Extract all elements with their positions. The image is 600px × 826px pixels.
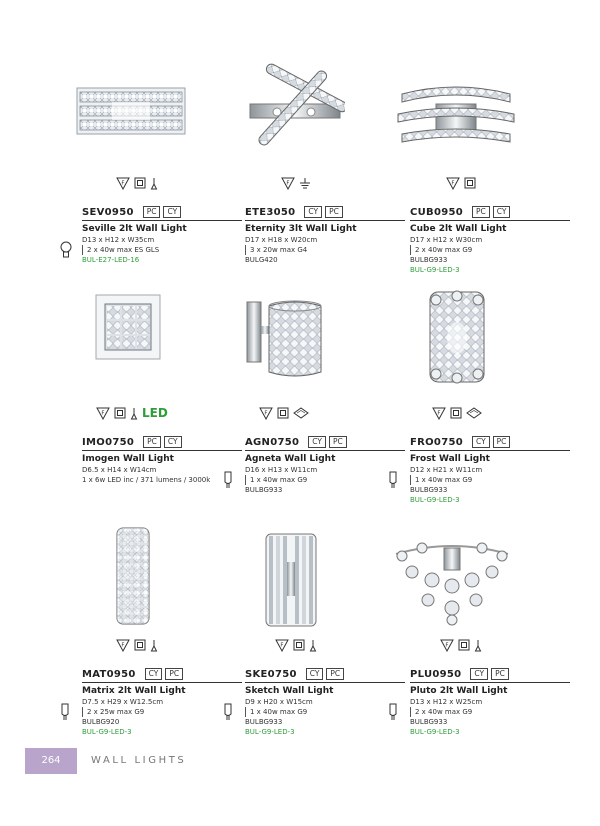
gls-bulb-icon <box>60 241 72 259</box>
material-badge: CY <box>470 668 488 680</box>
code-line <box>245 436 405 451</box>
symbol-row <box>440 637 482 653</box>
class2-icon <box>450 407 462 419</box>
code-line <box>245 668 405 683</box>
product-wattage: 1 x 40w max G9 <box>245 707 405 717</box>
product-wattage: 2 x 40w max G9 <box>410 707 570 717</box>
f-mark-icon <box>281 177 295 190</box>
f-mark-icon <box>96 407 110 420</box>
svg-text:F: F <box>264 410 268 416</box>
product-dimensions: D17 x H12 x W30cm <box>410 236 483 244</box>
material-badge: PC <box>472 206 490 218</box>
product-code: MAT0950 <box>82 668 136 680</box>
svg-text:F: F <box>280 642 284 648</box>
product-card <box>410 462 580 742</box>
product-image-pluto <box>392 534 512 626</box>
replacement-bulb-code: BULBG933 <box>410 256 448 264</box>
product-title: Agneta Wall Light <box>245 454 336 464</box>
f-mark-icon <box>259 407 273 420</box>
product-wattage: 2 x 25w max G9 <box>82 707 242 717</box>
code-line <box>410 436 570 451</box>
earth-icon <box>299 177 311 190</box>
code-line <box>82 668 242 683</box>
led-bulb-code: BUL-G9-LED-3 <box>245 728 295 736</box>
product-dimensions: D13 x H12 x W25cm <box>410 698 483 706</box>
product-title: Matrix 2lt Wall Light <box>82 686 186 696</box>
material-badge: CY <box>163 206 181 218</box>
f-mark-icon <box>440 639 454 652</box>
product-wattage: 1 x 6w LED inc / 371 lumens / 3000k <box>82 476 210 484</box>
product-card <box>245 230 415 500</box>
led-label: LED <box>142 406 168 420</box>
product-code: IMO0750 <box>82 436 135 448</box>
product-dimensions: D6.5 x H14 x W14cm <box>82 466 157 474</box>
class2-icon <box>114 407 126 419</box>
product-dimensions: D7.5 x H29 x W12.5cm <box>82 698 164 706</box>
led-bulb-code: BUL-G9-LED-3 <box>410 728 460 736</box>
product-code: ETE3050 <box>245 206 296 218</box>
svg-text:F: F <box>445 642 449 648</box>
led-bulb-code: BUL-G9-LED-3 <box>82 728 132 736</box>
material-badge: CY <box>306 668 324 680</box>
code-line <box>245 206 405 221</box>
material-badge: PC <box>165 668 183 680</box>
class2-icon <box>464 177 476 189</box>
material-badge: CY <box>164 436 182 448</box>
ip-surface-icon <box>293 407 309 419</box>
material-badge: CY <box>493 206 511 218</box>
product-code: PLU0950 <box>410 668 462 680</box>
product-card <box>82 462 252 742</box>
product-card <box>245 462 415 742</box>
material-badge: PC <box>493 436 511 448</box>
material-badge: PC <box>143 436 161 448</box>
product-title: Eternity 3lt Wall Light <box>245 224 357 234</box>
product-code: CUB0950 <box>410 206 464 218</box>
replacement-bulb-code: BULBG933 <box>245 718 283 726</box>
f-mark-icon <box>116 639 130 652</box>
product-title: Sketch Wall Light <box>245 686 334 696</box>
svg-text:F: F <box>121 180 125 186</box>
f-mark-icon <box>432 407 446 420</box>
g9-bulb-icon <box>223 703 233 721</box>
led-bulb-code: BUL-E27-LED-16 <box>82 256 140 264</box>
f-mark-icon <box>275 639 289 652</box>
product-title: Seville 2lt Wall Light <box>82 224 187 234</box>
class2-icon <box>134 177 146 189</box>
product-wattage: 2 x 40w max G9 <box>410 245 570 255</box>
svg-text:F: F <box>451 180 455 186</box>
material-badge: PC <box>329 436 347 448</box>
replacement-bulb-code: BULBG933 <box>410 486 448 494</box>
product-image-agneta <box>245 294 323 384</box>
lamp-icon <box>150 639 158 652</box>
product-wattage: 1 x 40w max G9 <box>245 475 405 485</box>
symbol-row <box>259 405 309 421</box>
material-badge: CY <box>145 668 163 680</box>
product-image-imogen <box>95 294 161 360</box>
material-badge: PC <box>325 206 343 218</box>
product-code: SKE0750 <box>245 668 297 680</box>
replacement-bulb-code: BULBG920 <box>82 718 120 726</box>
product-image-sketch <box>263 532 319 628</box>
led-bulb-code: BUL-G9-LED-3 <box>410 496 460 504</box>
product-dimensions: D9 x H20 x W15cm <box>245 698 313 706</box>
product-image-eternity <box>245 60 345 160</box>
symbol-row <box>432 405 482 421</box>
product-title: Pluto 2lt Wall Light <box>410 686 508 696</box>
material-badge: PC <box>491 668 509 680</box>
product-title: Frost Wall Light <box>410 454 490 464</box>
class2-icon <box>293 639 305 651</box>
ip-surface-icon <box>466 407 482 419</box>
page-number: 264 <box>41 755 61 766</box>
symbol-row <box>281 175 311 191</box>
product-wattage: 1 x 40w max G9 <box>410 475 570 485</box>
led-bulb-code: BUL-G9-LED-3 <box>410 266 460 274</box>
symbol-row <box>116 175 158 191</box>
product-title: Cube 2lt Wall Light <box>410 224 507 234</box>
g9-bulb-icon <box>388 703 398 721</box>
product-wattage: 3 x 20w max G4 <box>245 245 405 255</box>
lamp-icon <box>130 407 138 420</box>
svg-text:F: F <box>286 180 290 186</box>
f-mark-icon <box>116 177 130 190</box>
section-title: WALL LIGHTS <box>91 755 187 766</box>
svg-text:F: F <box>121 642 125 648</box>
product-dimensions: D13 x H12 x W35cm <box>82 236 155 244</box>
product-image-matrix <box>114 526 152 626</box>
svg-text:F: F <box>437 410 441 416</box>
svg-text:F: F <box>101 410 105 416</box>
class2-icon <box>277 407 289 419</box>
product-image-frost <box>426 288 488 386</box>
symbol-row <box>96 405 168 421</box>
g9-bulb-icon <box>60 703 70 721</box>
symbol-row <box>446 175 476 191</box>
product-image-seville <box>74 86 188 136</box>
product-wattage: 2 x 40w max ES GLS <box>82 245 242 255</box>
f-mark-icon <box>446 177 460 190</box>
product-code: AGN0750 <box>245 436 300 448</box>
product-title: Imogen Wall Light <box>82 454 174 464</box>
replacement-bulb-code: BULG420 <box>245 256 278 264</box>
product-card <box>82 230 252 500</box>
lamp-icon <box>309 639 317 652</box>
code-line <box>410 668 570 683</box>
product-image-cube <box>396 78 516 158</box>
product-dimensions: D12 x H21 x W11cm <box>410 466 483 474</box>
lamp-icon <box>474 639 482 652</box>
material-badge: CY <box>304 206 322 218</box>
material-badge: CY <box>472 436 490 448</box>
class2-icon <box>134 639 146 651</box>
code-line <box>82 436 242 451</box>
product-dimensions: D17 x H18 x W20cm <box>245 236 318 244</box>
replacement-bulb-code: BULBG933 <box>245 486 283 494</box>
product-code: FRO0750 <box>410 436 463 448</box>
class2-icon <box>458 639 470 651</box>
product-code: SEV0950 <box>82 206 134 218</box>
symbol-row <box>116 637 158 653</box>
product-dimensions: D16 x H13 x W11cm <box>245 466 318 474</box>
material-badge: CY <box>308 436 326 448</box>
code-line <box>410 206 570 221</box>
replacement-bulb-code: BULBG933 <box>410 718 448 726</box>
code-line <box>82 206 242 221</box>
material-badge: PC <box>326 668 344 680</box>
material-badge: PC <box>143 206 161 218</box>
symbol-row <box>275 637 317 653</box>
lamp-icon <box>150 177 158 190</box>
product-card <box>410 230 580 504</box>
